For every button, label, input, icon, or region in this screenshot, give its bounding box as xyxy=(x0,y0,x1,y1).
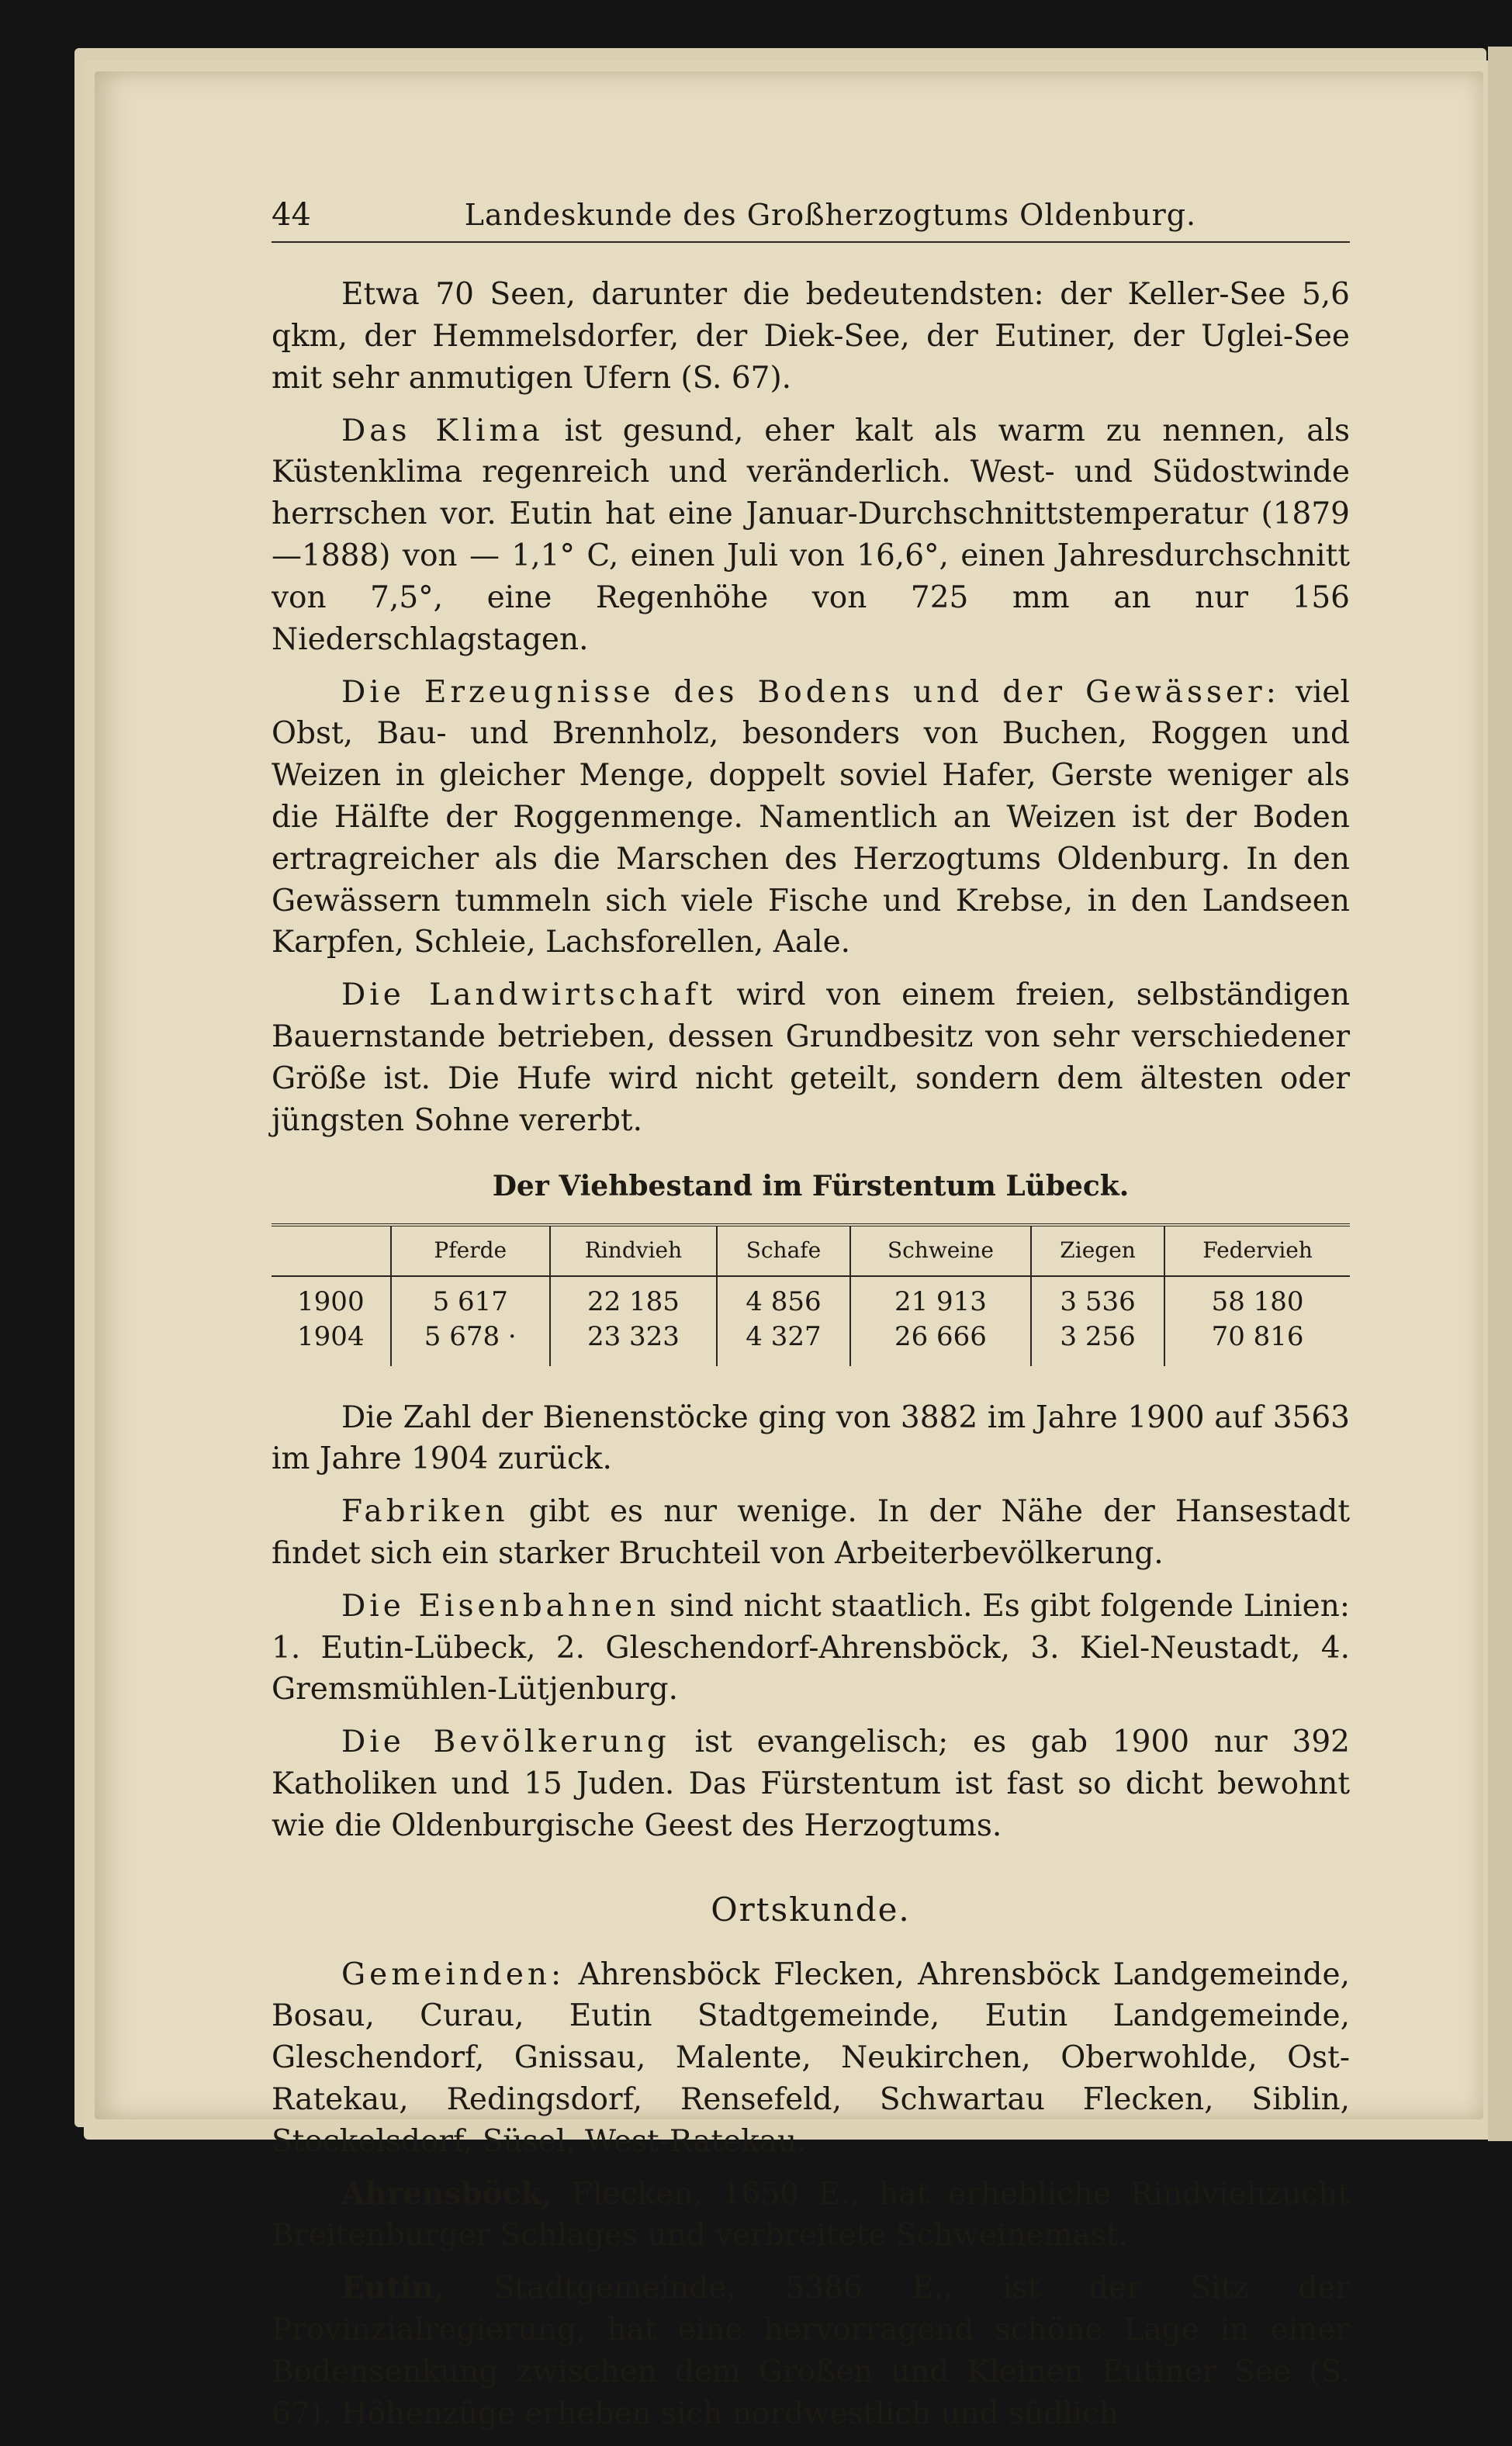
paragraph-erzeugnisse xyxy=(272,672,1350,964)
table-cell: 5 678 · xyxy=(391,1320,550,1365)
livestock-table xyxy=(272,1223,1350,1365)
table-cell: 3 536 xyxy=(1031,1276,1164,1320)
paragraph-klima xyxy=(272,410,1350,661)
table-header-cell xyxy=(272,1225,391,1276)
table-cell: 21 913 xyxy=(850,1276,1031,1320)
table-header-cell: Schafe xyxy=(717,1225,850,1276)
table-header-cell: Ziegen xyxy=(1031,1225,1164,1276)
erzeugnisse-text: viel Obst, Bau- und Brennholz, besonders von Buchen, Roggen und Weizen in gleicher Menge, doppelt soviel Hafer, Gerste weniger als die Hälfte der Roggenmenge. Namentlich an Weizen ist der Boden ertragreicher als die Marschen des Herzogtums Oldenburg. In den Gewässern tummeln sich viele Fische und Krebse, in den Landseen Karpfen, Schleie, Lachsforellen, Aale. xyxy=(272,674,1350,960)
eutin-lead: Eutin, xyxy=(341,2270,445,2306)
fabriken-text: gibt es nur wenige. In der Nähe der Hansestadt findet sich ein starker Bruchteil von Arbeiterbevölkerung. xyxy=(272,1494,1350,1571)
page-content xyxy=(272,194,1350,2446)
page-number: 44 xyxy=(272,197,311,233)
table-cell: 4 327 xyxy=(717,1320,850,1365)
fabriken-lead: Fabriken xyxy=(341,1494,509,1530)
running-title: Landeskunde des Großherzogtums Oldenburg. xyxy=(464,198,1197,232)
table-cell: 4 856 xyxy=(717,1276,850,1320)
gemeinden-lead: Gemeinden: xyxy=(341,1956,566,1992)
table-row xyxy=(272,1320,1350,1365)
table-cell: 58 180 xyxy=(1164,1276,1350,1320)
eisenbahnen-lead: Die Eisenbahnen xyxy=(341,1588,660,1624)
erzeugnisse-lead: Die Erzeugnisse des Bodens und der Gewässer: xyxy=(341,674,1280,710)
table-title: Der Viehbestand im Fürstentum Lübeck. xyxy=(492,1170,1130,1203)
table-header-row xyxy=(272,1225,1350,1276)
landwirtschaft-text: wird von einem freien, selbständigen Bauernstande betrieben, dessen Grundbesitz von sehr verschiedener Größe ist. Die Hufe wird nicht geteilt, sondern dem ältesten oder jüngsten Sohne vererbt. xyxy=(272,977,1350,1138)
table-header-cell: Pferde xyxy=(391,1225,550,1276)
paragraph-bienen: Die Zahl der Bienenstöcke ging von 3882 im Jahre 1900 auf 3563 im Jahre 1904 zurück. xyxy=(272,1399,1350,1477)
landwirtschaft-lead: Die Landwirtschaft xyxy=(341,977,716,1013)
klima-lead: Das Klima xyxy=(341,413,544,448)
table-cell: 5 617 xyxy=(391,1276,550,1320)
table-header-cell: Rindvieh xyxy=(550,1225,717,1276)
facing-page-edge xyxy=(1488,47,1512,2141)
table-cell: 70 816 xyxy=(1164,1320,1350,1365)
paragraph-gemeinden xyxy=(272,1954,1350,2163)
section-heading-ortskunde: Ortskunde. xyxy=(711,1890,911,1929)
paragraph-landwirtschaft xyxy=(272,974,1350,1141)
table-cell: 1900 xyxy=(297,1285,365,1317)
table-header-cell: Federvieh xyxy=(1164,1225,1350,1276)
table-cell: 23 323 xyxy=(550,1320,717,1365)
eutin-text: Stadtgemeinde, 5386 E., ist der Sitz der Provinzialregierung, hat eine hervorragend schöne Lage in einer Bodensenkung zwischen dem Großen und Kleinen Eutiner See (S. 67). Höhenzüge erheben sich nordwestlich und südlich xyxy=(272,2271,1350,2431)
table-cell: 1904 xyxy=(297,1321,365,1353)
paragraph-seen: Etwa 70 Seen, darunter die bedeutendsten: der Keller-See 5,6 qkm, der Hemmelsdorfer, der Diek-See, der Eutiner, der Uglei-See mit sehr anmutigen Ufern (S. 67). xyxy=(272,277,1350,396)
eisenbahnen-text: sind nicht staatlich. Es gibt folgende Linien: 1. Eutin-Lübeck, 2. Gleschendorf-Ahrensböck, 3. Kiel-Neustadt, 4. Gremsmühlen-Lütjenburg. xyxy=(272,1588,1350,1707)
gemeinden-text: Ahrensböck Flecken, Ahrensböck Landgemeinde, Bosau, Curau, Eutin Stadtgemeinde, Eutin Landgemeinde, Gleschendorf, Gnissau, Malente, Neukirchen, Oberwohlde, Ost-Ratekau, Redingsdorf, Rensefeld, Schwartau Flecken, Siblin, Stockelsdorf, Süsel, West-Ratekau. xyxy=(272,1956,1350,2159)
table-cell: 26 666 xyxy=(850,1320,1031,1365)
ahrensboeck-text: Flecken, 1650 E., hat erhebliche Rindviehzucht Breitenburger Schlages und verbreitete Schweinemast. xyxy=(272,2176,1350,2254)
paragraph-fabriken xyxy=(272,1491,1350,1575)
bevoelkerung-text: ist evangelisch; es gab 1900 nur 392 Katholiken und 15 Juden. Das Fürstentum ist fast so dicht bewohnt wie die Oldenburgische Geest des Herzogtums. xyxy=(272,1725,1350,1843)
page-header xyxy=(272,194,1350,243)
paragraph-bevoelkerung xyxy=(272,1721,1350,1846)
bevoelkerung-lead: Die Bevölkerung xyxy=(341,1725,670,1760)
table-cell: 22 185 xyxy=(550,1276,717,1320)
table-header-cell: Schweine xyxy=(850,1225,1031,1276)
paragraph-ahrensboeck xyxy=(272,2174,1350,2257)
klima-text: ist gesund, eher kalt als warm zu nennen, als Küstenklima regenreich und veränderlich. West- und Südostwinde herrschen vor. Eutin hat eine Januar-Durchschnittstemperatur (1879—1888) von — 1,1° C, einen Juli von 16,6°, einen Jahresdurchschnitt von 7,5°, eine Regenhöhe von 725 mm an nur 156 Niederschlagstagen. xyxy=(272,413,1350,657)
table-row xyxy=(272,1276,1350,1320)
paragraph-eisenbahnen xyxy=(272,1586,1350,1711)
ahrensboeck-lead: Ahrensböck, xyxy=(341,2175,552,2212)
paragraph-eutin xyxy=(272,2268,1350,2434)
table-cell: 3 256 xyxy=(1031,1320,1164,1365)
